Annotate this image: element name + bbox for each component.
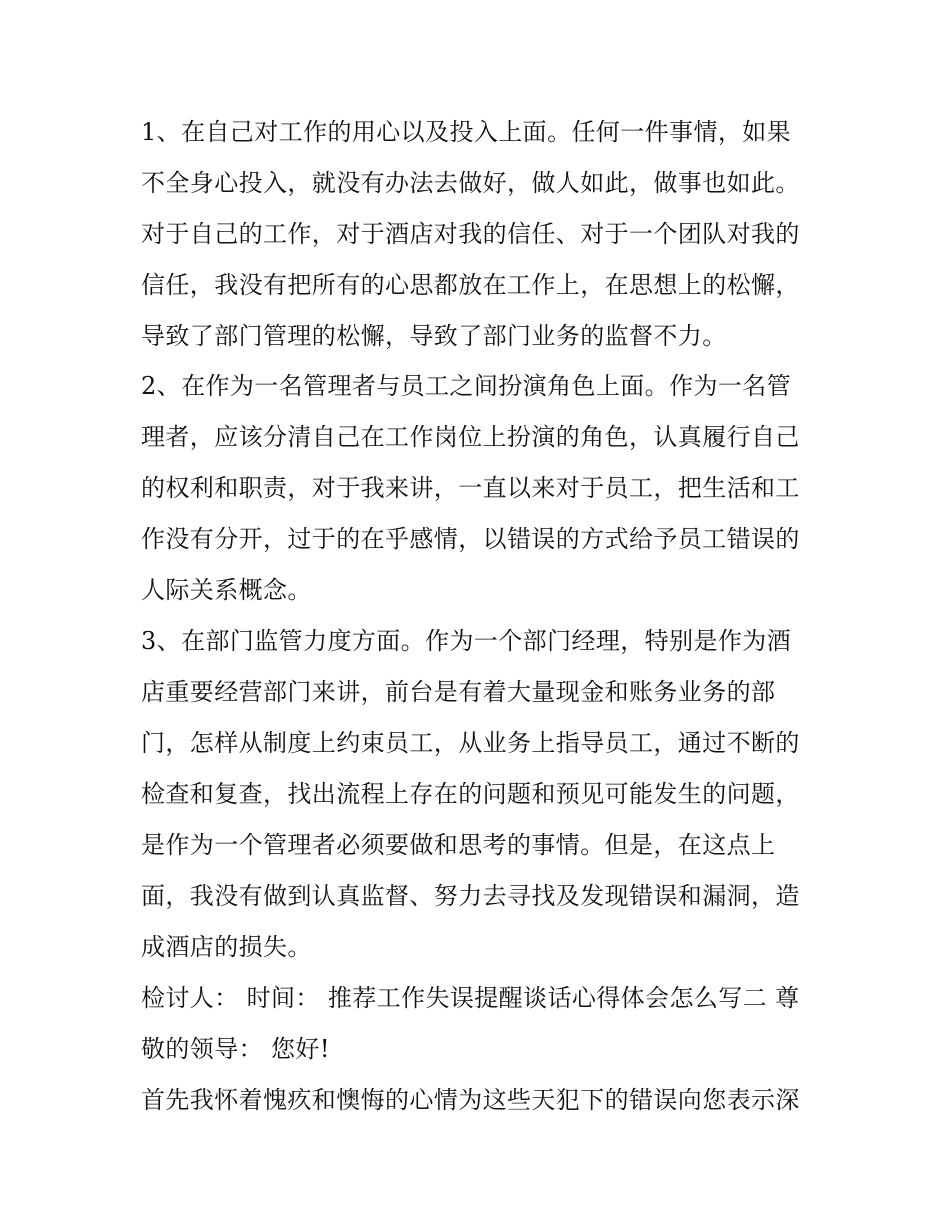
text-line: 人际关系概念。 (141, 576, 312, 604)
text-line: 对于自己的工作，对于酒店对我的信任、对于一个团队对我的 (141, 220, 800, 248)
text-line: 检查和复查，找出流程上存在的问题和预见可能发生的问题， (141, 780, 800, 808)
text-line: 首先我怀着愧疚和懊悔的心情为这些天犯下的错误向您表示深 (141, 1086, 800, 1114)
text-line: 不全身心投入，就没有办法去做好，做人如此，做事也如此。 (141, 169, 800, 197)
text-line: 信任，我没有把所有的心思都放在工作上，在思想上的松懈， (141, 271, 800, 299)
text-line: 门，怎样从制度上约束员工，从业务上指导员工，通过不断的 (141, 729, 800, 757)
text-line: 面，我没有做到认真监督、努力去寻找及发现错误和漏洞，造 (141, 882, 800, 910)
text-line: 导致了部门管理的松懈，导致了部门业务的监督不力。 (141, 322, 727, 350)
text-line: 3、在部门监管力度方面。作为一个部门经理，特别是作为酒 (141, 627, 792, 655)
text-line: 理者，应该分清自己在工作岗位上扮演的角色，认真履行自己 (141, 423, 800, 451)
text-line: 是作为一个管理者必须要做和思考的事情。但是，在这点上 (141, 831, 776, 859)
text-line: 作没有分开，过于的在乎感情，以错误的方式给予员工错误的 (141, 525, 800, 553)
text-line: 成酒店的损失。 (141, 933, 312, 961)
text-line: 1、在自己对工作的用心以及投入上面。任何一件事情，如果 (141, 118, 792, 146)
text-line: 检讨人： 时间： 推荐工作失误提醒谈话心得体会怎么写二 尊 (141, 984, 800, 1012)
text-line: 2、在作为一名管理者与员工之间扮演角色上面。作为一名管 (141, 372, 792, 400)
text-line: 的权利和职责，对于我来讲，一直以来对于员工，把生活和工 (141, 474, 800, 502)
text-line: 敬的领导： 您好! (141, 1035, 330, 1063)
text-line: 店重要经营部门来讲，前台是有着大量现金和账务业务的部 (141, 678, 776, 706)
